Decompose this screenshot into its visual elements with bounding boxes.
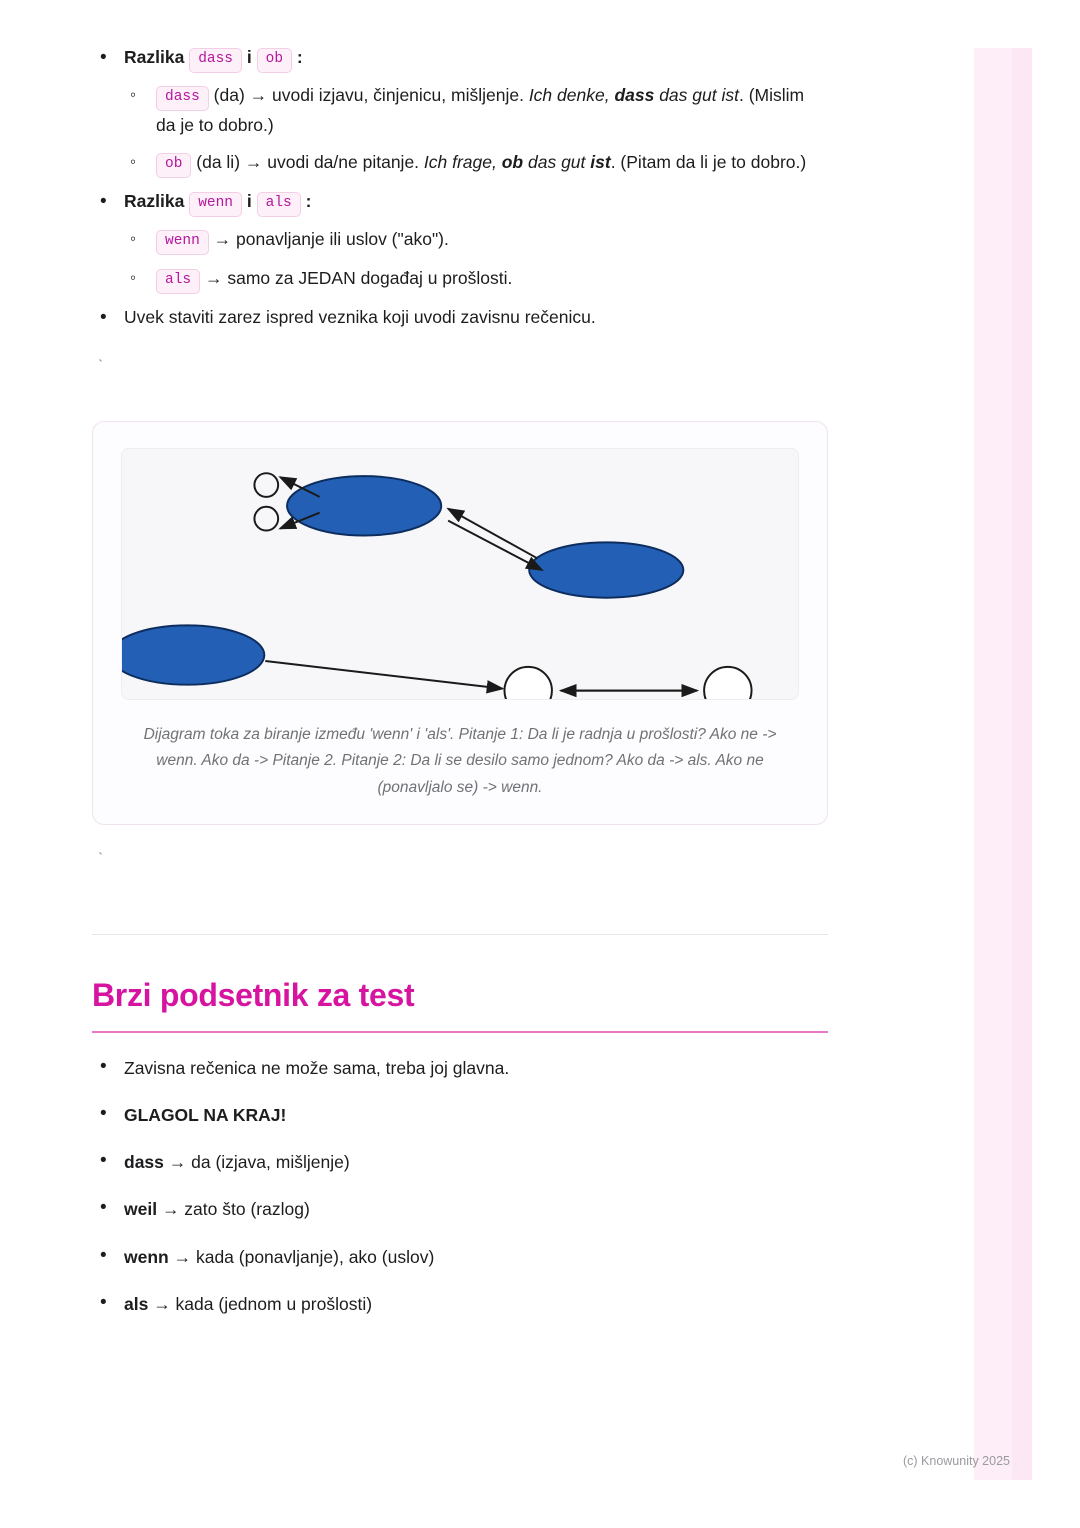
- node-ellipse: [287, 476, 441, 535]
- bullet-suffix: :: [305, 191, 312, 212]
- title-underline: [92, 1031, 828, 1033]
- recap-text: → kada (ponavljanje), ako (uslov): [168, 1246, 435, 1267]
- example-text-2: das gut ist: [654, 84, 739, 105]
- page-edge-strip-inner: [1012, 48, 1032, 1480]
- example-text: Ich frage,: [423, 152, 502, 173]
- list-item: [92, 188, 828, 294]
- list-item: [124, 81, 828, 139]
- example-text-2: das gut: [523, 152, 591, 173]
- list-item: [124, 148, 828, 178]
- sub-text: → samo za JEDAN događaj u prošlosti.: [200, 268, 513, 289]
- recap-term: weil: [124, 1199, 158, 1220]
- sub-text-2: . (Mislim da je to dobro.): [156, 84, 805, 135]
- list-item: [92, 1244, 828, 1270]
- recap-term: GLAGOL NA KRAJ!: [124, 1104, 287, 1125]
- figure-caption: Dijagram toka za biranje između 'wenn' i 'als'. Pitanje 1: Da li je radnja u prošlosti? Ako ne -> wenn. Ako da -> Pitanje 2. Pitanje 2: Da li se desilo samo jednom? Ako da -> als. Ako ne (ponavljalo se) -> wenn.: [143, 725, 777, 796]
- node-circle: [704, 667, 751, 699]
- notes-list: [92, 44, 828, 332]
- arrow: [448, 520, 542, 569]
- bullet-suffix: :: [296, 47, 303, 67]
- copyright-notice: (c) Knowunity 2025: [902, 1454, 1010, 1468]
- bullet-label: Razlika: [124, 47, 185, 67]
- list-item: [124, 264, 828, 294]
- recap-term: dass: [124, 1152, 164, 1173]
- list-item: [92, 1102, 828, 1128]
- recap-text: → da (izjava, mišljenje): [163, 1152, 350, 1173]
- list-item: [92, 304, 828, 332]
- flowchart-diagram: [122, 449, 798, 699]
- list-item: [92, 1196, 828, 1222]
- list-item: [92, 1291, 828, 1317]
- example-text: Ich denke,: [528, 84, 615, 105]
- figure-card: [92, 421, 828, 825]
- sub-list: [124, 225, 828, 294]
- sub-text: (da) → uvodi izjavu, činjenicu, mišljenje.: [208, 84, 529, 105]
- keyword-chip: ob: [257, 48, 292, 73]
- sub-list: [124, 81, 828, 178]
- bullet-joiner: i: [246, 191, 252, 212]
- example-keyword: ob: [501, 152, 524, 173]
- node-ellipse: [529, 542, 683, 597]
- recap-text: → kada (jednom u prošlosti): [148, 1293, 373, 1314]
- recap-term: als: [124, 1293, 149, 1314]
- node-circle: [254, 473, 278, 497]
- list-item: [92, 1149, 828, 1175]
- node-ellipse: [122, 625, 264, 684]
- keyword-chip: ob: [156, 153, 191, 178]
- document-content: [92, 44, 828, 1338]
- keyword-chip: dass: [156, 86, 209, 111]
- keyword-chip: dass: [189, 48, 242, 73]
- keyword-chip: als: [156, 269, 200, 294]
- bullet-text: Uvek staviti zarez ispred veznika koji uvodi zavisnu rečenicu.: [124, 306, 596, 327]
- arrow: [265, 661, 502, 689]
- recap-term: wenn: [124, 1246, 169, 1267]
- backtick-marker-2: `: [96, 850, 106, 868]
- list-item: [92, 44, 828, 178]
- page-title: Brzi podsetnik za test: [92, 976, 415, 1013]
- section-divider: [92, 934, 828, 935]
- bullet-label: Razlika: [124, 191, 185, 212]
- sub-text-2: . (Pitam da li je to dobro.): [610, 152, 807, 173]
- sub-text: (da li) → uvodi da/ne pitanje.: [191, 152, 424, 173]
- example-keyword-2: ist: [590, 152, 611, 173]
- figure-image: [121, 448, 799, 700]
- recap-text: Zavisna rečenica ne može sama, treba joj glavna.: [124, 1057, 510, 1078]
- list-item: [124, 225, 828, 255]
- example-keyword: dass: [614, 84, 655, 105]
- list-item: [92, 1055, 828, 1081]
- sub-text: → ponavljanje ili uslov ("ako").: [208, 229, 449, 250]
- backtick-marker-1: `: [96, 357, 106, 375]
- recap-list: [92, 1055, 828, 1318]
- keyword-chip: als: [257, 192, 301, 217]
- arrow: [448, 508, 537, 557]
- keyword-chip: wenn: [156, 230, 209, 255]
- node-circle: [254, 506, 278, 530]
- recap-text: → zato što (razlog): [157, 1199, 310, 1220]
- keyword-chip: wenn: [189, 192, 242, 217]
- node-circle: [504, 667, 551, 699]
- bullet-joiner: i: [246, 47, 252, 67]
